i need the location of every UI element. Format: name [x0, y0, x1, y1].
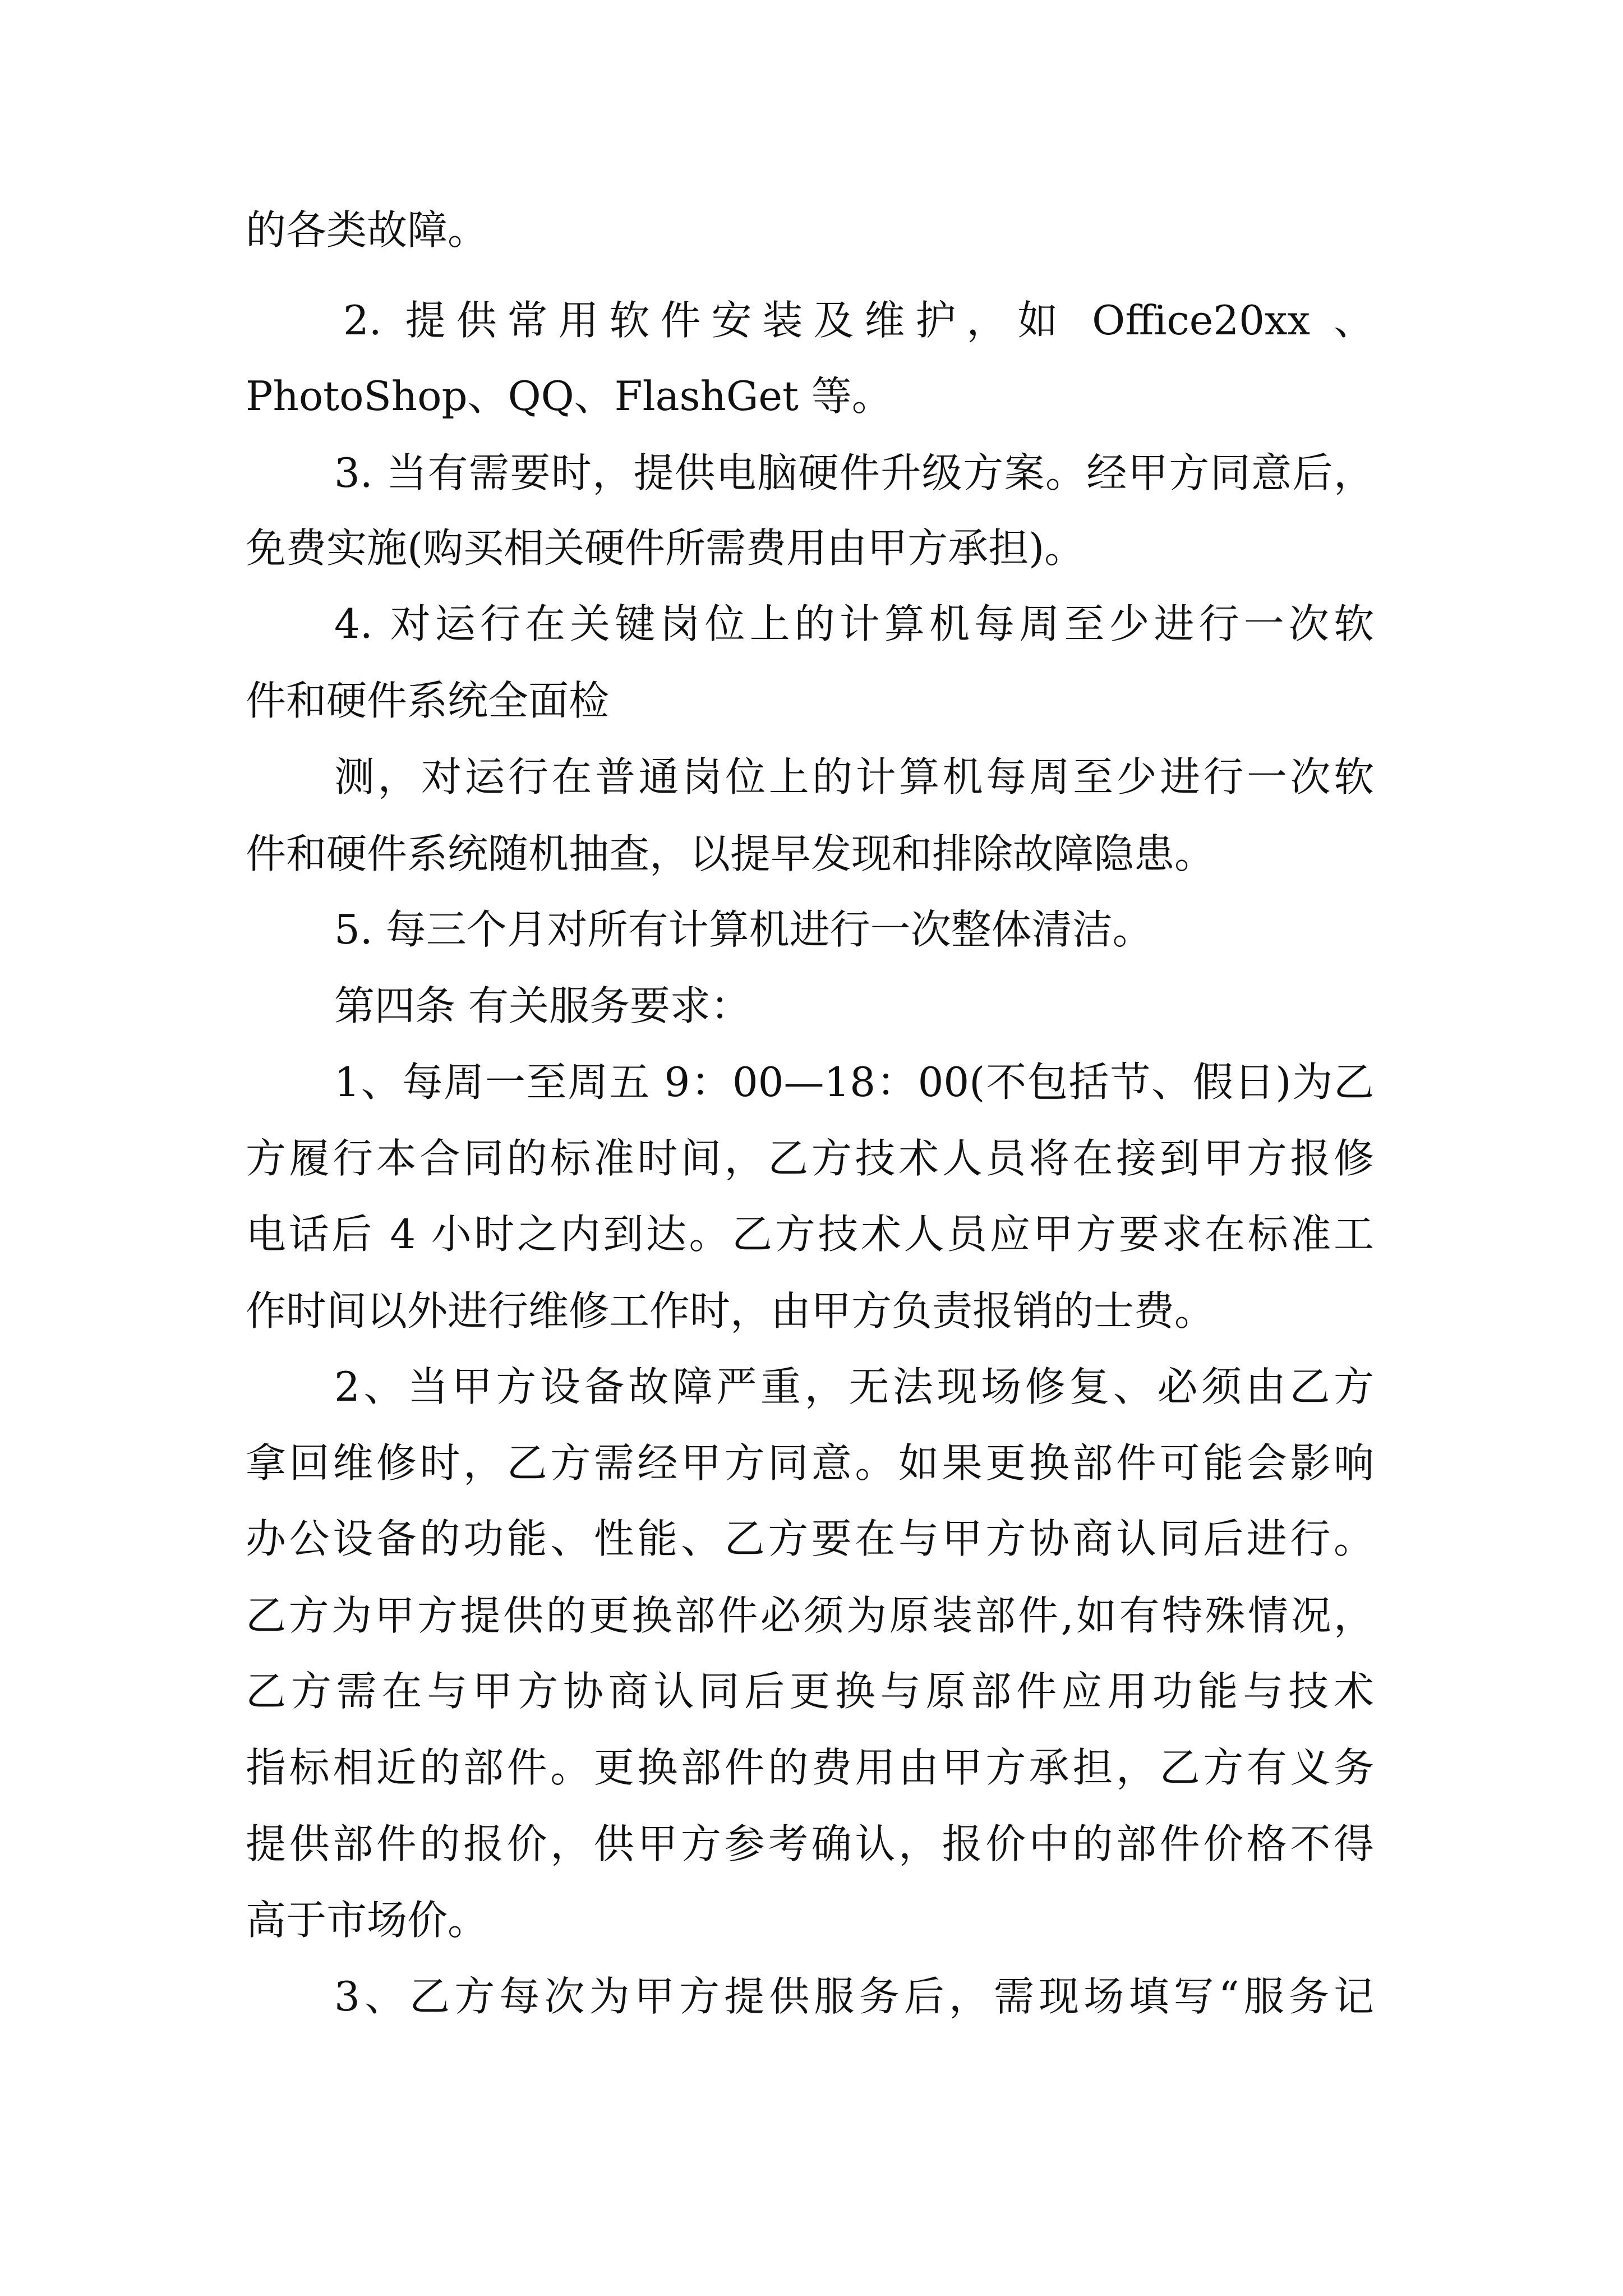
text-line: 乙方需在与甲方协商认同后更换与原部件应用功能与技术	[246, 1668, 1374, 1715]
text-line: 2. 提供常用软件安装及维护，如 Office20xx 、	[343, 297, 1374, 344]
text-line: 2、当甲方设备故障严重，无法现场修复、必须由乙方	[334, 1363, 1374, 1410]
text-line: 3、乙方每次为甲方提供服务后，需现场填写“服务记	[334, 1973, 1374, 2020]
text-line: 办公设备的功能、性能、乙方要在与甲方协商认同后进行。	[246, 1515, 1374, 1562]
text-line: 方履行本合同的标准时间，乙方技术人员将在接到甲方报修	[246, 1135, 1374, 1182]
text-line: 乙方为甲方提供的更换部件必须为原装部件,如有特殊情况，	[246, 1592, 1374, 1639]
text-line: 电话后 4 小时之内到达。乙方技术人员应甲方要求在标准工	[246, 1211, 1374, 1258]
text-line: 指标相近的部件。更换部件的费用由甲方承担，乙方有义务	[246, 1744, 1374, 1791]
text-line: 件和硬件系统全面检	[246, 677, 610, 724]
text-line: 免费实施(购买相关硬件所需费用由甲方承担)。	[246, 524, 1085, 572]
text-line: 3. 当有需要时，提供电脑硬件升级方案。经甲方同意后，	[334, 449, 1374, 496]
text-line: 5. 每三个月对所有计算机进行一次整体清洁。	[334, 906, 1153, 953]
text-line: 测，对运行在普通岗位上的计算机每周至少进行一次软	[334, 753, 1374, 800]
text-line: 提供部件的报价，供甲方参考确认，报价中的部件价格不得	[246, 1820, 1374, 1867]
text-line: PhotoShop、QQ、FlashGet 等。	[246, 372, 892, 420]
text-line: 的各类故障。	[246, 206, 488, 254]
text-line: 件和硬件系统随机抽查，以提早发现和排除故障隐患。	[246, 830, 1215, 877]
text-line: 第四条 有关服务要求：	[334, 982, 751, 1029]
text-line: 拿回维修时，乙方需经甲方同意。如果更换部件可能会影响	[246, 1439, 1374, 1487]
text-line: 作时间以外进行维修工作时，由甲方负责报销的士费。	[246, 1287, 1215, 1335]
text-line: 4. 对运行在关键岗位上的计算机每周至少进行一次软	[334, 600, 1374, 647]
text-line: 高于市场价。	[246, 1897, 488, 1944]
text-line: 1、每周一至周五 9：00—18：00(不包括节、假日)为乙	[334, 1059, 1374, 1106]
